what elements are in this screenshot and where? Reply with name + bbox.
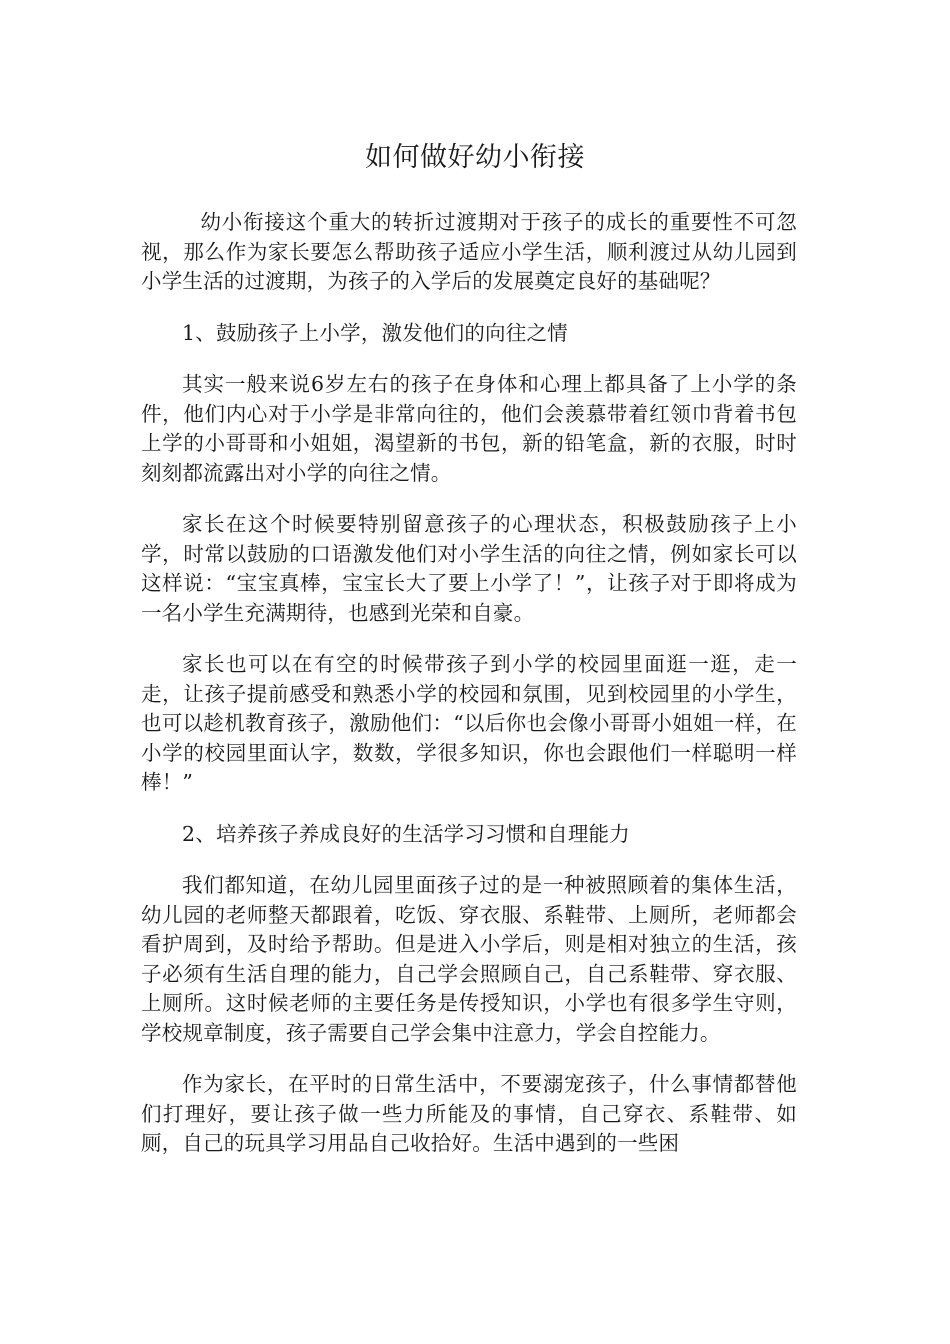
section-1-heading: 1、鼓励孩子上小学，激发他们的向往之情	[182, 320, 568, 345]
document-body	[141, 208, 797, 1181]
section-2-paragraph-1: 我们都知道，在幼儿园里面孩子过的是一种被照顾着的集体生活，幼儿园的老师整天都跟着，吃饭、穿衣服、系鞋带、上厕所，老师都会看护周到，及时给予帮助。但是进入小学后，则是相对独立的生活，孩子必须有生活自理的能力，自己学会照顾自己，自己系鞋带、穿衣服、上厕所。这时候老师的主要任务是传授知识，小学也有很多学生守则，学校规章制度，孩子需要自己学会集中注意力，学会自控能力。	[141, 873, 797, 1045]
section-1-paragraph-2: 家长在这个时候要特别留意孩子的心理状态，积极鼓励孩子上小学，时常以鼓励的口语激发他们对小学生活的向往之情，例如家长可以这样说：“宝宝真棒，宝宝长大了要上小学了！”，让孩子对于即将成为一名小学生充满期待，也感到光荣和自豪。	[141, 512, 797, 625]
document-title: 如何做好幼小衔接	[365, 142, 585, 173]
section-1-paragraph-1: 其实一般来说6岁左右的孩子在身体和心理上都具备了上小学的条件，他们内心对于小学是非常向往的，他们会羡慕带着红领巾背着书包上学的小哥哥和小姐姐，渴望新的书包，新的铅笔盒，新的衣服，时时刻刻都流露出对小学的向往之情。	[141, 372, 797, 485]
section-1-paragraph-3: 家长也可以在有空的时候带孩子到小学的校园里面逛一逛，走一走，让孩子提前感受和熟悉小学的校园和氛围，见到校园里的小学生，也可以趁机教育孩子，激励他们：“以后你也会像小哥哥小姐姐一样，在小学的校园里面认字，数数，学很多知识，你也会跟他们一样聪明一样棒！”	[141, 652, 797, 794]
section-2-paragraph-2: 作为家长，在平时的日常生活中，不要溺宠孩子，什么事情都替他们打理好，要让孩子做一些力所能及的事情，自己穿衣、系鞋带、如厕，自己的玩具学习用品自己收拾好。生活中遇到的一些困	[141, 1072, 797, 1155]
section-2-heading: 2、培养孩子养成良好的生活学习习惯和自理能力	[182, 821, 630, 846]
intro-paragraph: 幼小衔接这个重大的转折过渡期对于孩子的成长的重要性不可忽视，那么作为家长要怎么帮助孩子适应小学生活，顺利渡过从幼儿园到小学生活的过渡期，为孩子的入学后的发展奠定良好的基础呢？	[141, 210, 797, 293]
